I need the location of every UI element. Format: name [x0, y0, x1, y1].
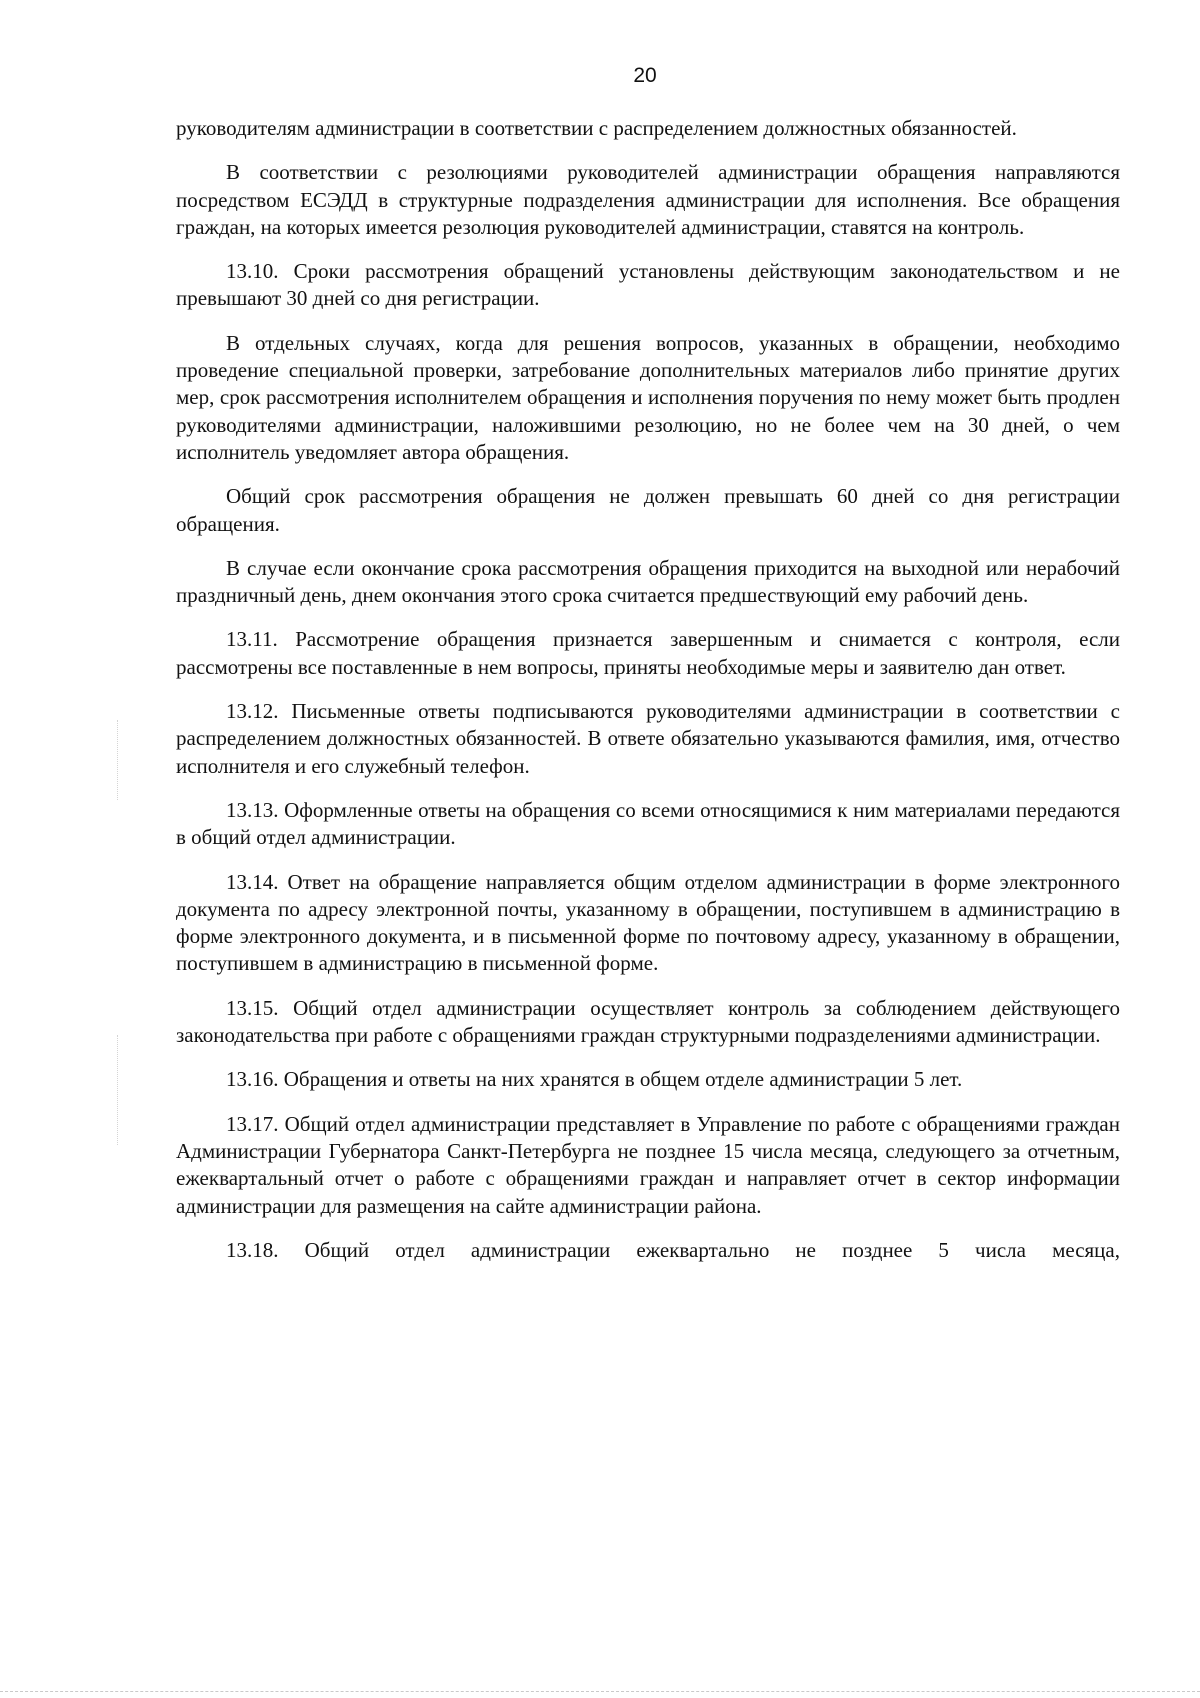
page-number: 20: [633, 64, 657, 87]
document-body: [176, 115, 1120, 1281]
paragraph-holiday: В случае если окончание срока рассмотрения обращения приходится на выходной или нерабочий праздничный день, днем окончания этого срока считается предшествующий ему рабочий день.: [176, 555, 1120, 608]
paragraph-13-15: 13.15. Общий отдел администрации осуществляет контроль за соблюдением действующего законодательства при работе с обращениями граждан структурными подразделениями администрации.: [176, 995, 1120, 1048]
paragraph-13-11: 13.11. Рассмотрение обращения признается завершенным и снимается с контроля, если рассмотрены все поставленные в нем вопросы, приняты необходимые меры и заявителю дан ответ.: [176, 627, 1120, 679]
paragraph-13-18: 13.18. Общий отдел администрации ежеквартально не позднее 5 числа месяца,: [226, 1237, 1120, 1262]
paragraph-total-term: Общий срок рассмотрения обращения не должен превышать 60 дней со дня регистрации обращения.: [176, 484, 1120, 536]
paragraph-13-12: 13.12. Письменные ответы подписываются руководителями администрации в соответствии с распределением должностных обязанностей. В ответе обязательно указываются фамилия, имя, отчество исполнителя и его служебный телефон.: [176, 699, 1120, 778]
paragraph-13-13: 13.13. Оформленные ответы на обращения со всеми относящимися к ним материалами передаются в общий отдел администрации.: [176, 797, 1120, 850]
scan-bottom-edge: [0, 1691, 1200, 1692]
paragraph-13-14: 13.14. Ответ на обращение направляется общим отделом администрации в форме электронного документа по адресу электронной почты, указанному в обращении, поступившем в администрацию в форме электронного документа, и в письменной форме по почтовому адресу, указанному в обращении, поступившем в администрацию в письменной форме.: [176, 869, 1120, 976]
scan-artifact-line: [117, 720, 118, 800]
scan-artifact-line-lower: [117, 1035, 118, 1145]
paragraph-extension: В отдельных случаях, когда для решения вопросов, указанных в обращении, необходимо проведение специальной проверки, затребование дополнительных материалов либо принятие других мер, срок рассмотрения исполнителем обращения и исполнения поручения по нему может быть продлен руководителями администрации, наложившими резолюцию, но не более чем на 30 дней, о чем исполнитель уведомляет автора обращения.: [176, 330, 1120, 464]
paragraph-resolutions: В соответствии с резолюциями руководителей администрации обращения направляются посредством ЕСЭДД в структурные подразделения администрации для исполнения. Все обращения граждан, на которых имеется резолюция руководителей администрации, ставятся на контроль.: [176, 160, 1120, 239]
paragraph-continuation: руководителям администрации в соответствии с распределением должностных обязанностей.: [176, 116, 1017, 140]
paragraph-13-10: 13.10. Сроки рассмотрения обращений установлены действующим законодательством и не превышают 30 дней со дня регистрации.: [176, 259, 1120, 311]
paragraph-13-17: 13.17. Общий отдел администрации представляет в Управление по работе с обращениями граждан Администрации Губернатора Санкт-Петербурга не позднее 15 числа месяца, следующего за отчетным, ежеквартальный отчет о работе с обращениями граждан и направляет отчет в сектор информации администрации для размещения на сайте администрации района.: [176, 1111, 1120, 1218]
paragraph-13-16: 13.16. Обращения и ответы на них хранятся в общем отделе администрации 5 лет.: [226, 1067, 963, 1092]
